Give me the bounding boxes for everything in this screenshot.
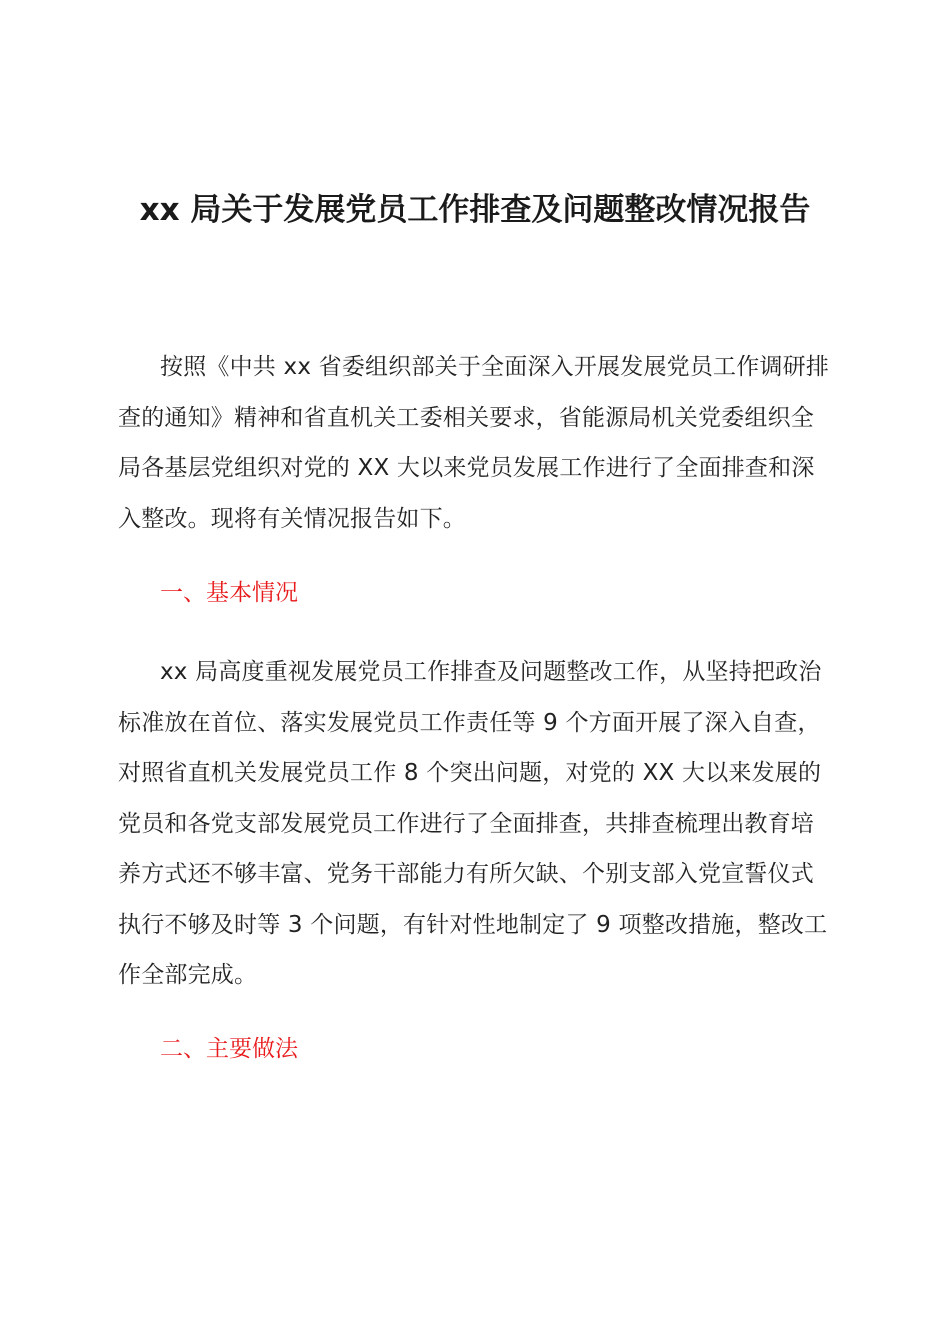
section-heading-basic-situation: 一、基本情况 bbox=[160, 580, 298, 606]
intro-paragraph: 按照《中共 xx 省委组织部关于全面深入开展发展党员工作调研排查的通知》精神和省直机关工委相关要求，省能源局机关党委组织全局各基层党组织对党的 XX 大以来党员发展工作进行了全面排查和深入整改。现将有关情况报告如下。 bbox=[118, 354, 830, 532]
document-title: xx 局关于发展党员工作排查及问题整改情况报告 bbox=[139, 192, 811, 228]
section-heading-main-practices: 二、主要做法 bbox=[160, 1036, 298, 1062]
section-1-paragraph: xx 局高度重视发展党员工作排查及问题整改工作，从坚持把政治标准放在首位、落实发展党员工作责任等 9 个方面开展了深入自查，对照省直机关发展党员工作 8 个突出问题，对党的 XX 大以来发展的党员和各党支部发展党员工作进行了全面排查，共排查梳理出教育培养方式还不够丰富、党务干部能力有所欠缺、个别支部入党宣誓仪式执行不够及时等 3 个问题，有针对性地制定了 9 项整改措施，整改工作全部完成。 bbox=[118, 659, 828, 988]
